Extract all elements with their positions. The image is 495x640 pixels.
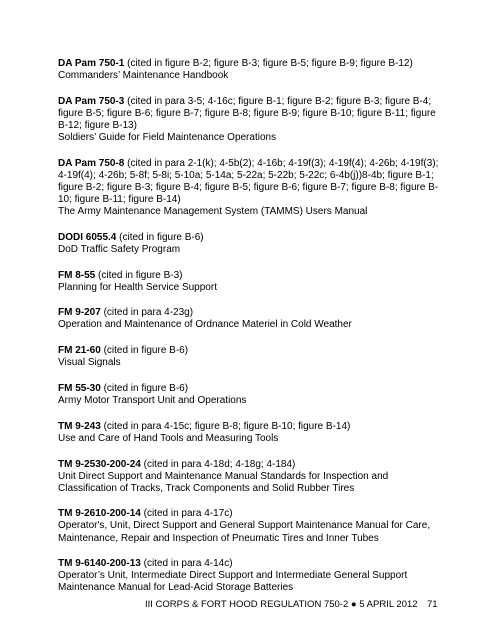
reference-entry	[58, 508, 444, 544]
reference-code: DA Pam 750-3	[58, 95, 125, 107]
reference-entry	[58, 307, 444, 331]
reference-title: Use and Care of Hand Tools and Measuring Tools	[58, 432, 279, 444]
reference-citations: (cited in figure B-3)	[98, 269, 183, 281]
reference-code: FM 21-60	[58, 345, 101, 357]
reference-code: TM 9-2530-200-24	[58, 458, 141, 470]
reference-title: DoD Traffic Safety Program	[58, 243, 181, 255]
reference-title: Visual Signals	[58, 357, 121, 369]
reference-title: Operation and Maintenance of Ordnance Materiel in Cold Weather	[58, 319, 352, 331]
reference-entry	[58, 58, 444, 82]
reference-code: DODI 6055.4	[58, 231, 117, 243]
reference-title: Soldiers’ Guide for Field Maintenance Operations	[58, 132, 277, 144]
reference-code: FM 55-30	[58, 382, 101, 394]
reference-entry	[58, 421, 444, 445]
reference-code: DA Pam 750-8	[58, 157, 125, 169]
reference-entry	[58, 383, 444, 407]
reference-code: DA Pam 750-1	[58, 58, 125, 69]
reference-title: Commanders’ Maintenance Handbook	[58, 70, 229, 82]
reference-entry	[58, 96, 444, 144]
reference-entry	[58, 232, 444, 256]
reference-citations: (cited in para 3-5; 4-16c; figure B-1; figure B-2; figure B-3; figure B-4; figure B-5; figure B-6; figure B-7; figure B-8; figure B-9; figure B-10; figure B-11; figure B-12; figure B-13)	[58, 95, 436, 131]
reference-entry	[58, 270, 444, 294]
reference-citations: (cited in figure B-6)	[103, 382, 189, 394]
reference-code: FM 9-207	[58, 307, 101, 319]
reference-citations: (cited in para 4-23g)	[103, 307, 194, 319]
reference-citations: (cited in para 4-14c)	[143, 558, 233, 570]
reference-title: The Army Maintenance Management System (TAMMS) Users Manual	[58, 206, 368, 218]
reference-code: TM 9-6140-200-13	[58, 558, 141, 570]
reference-title: Operator's, Unit, Direct Support and General Support Maintenance Manual for Care, Maintenance, Repair and Inspection of Pneumatic Tires and Inner Tubes	[58, 520, 431, 544]
reference-citations: (cited in para 2-1(k); 4-5b(2); 4-16b; 4-19f(3); 4-19f(4); 4-26b; 4-19f(3); 4-19f(4); 4-26b; 5-8f; 5-8i; 5-10a; 5-14a; 5-22a; 5-22b; 5-22c; 6-4b(j))8-4b; figure B-1; figure B-2; figure B-3; figure B-4; figure B-5; figure B-6; figure B-7; figure B-8; figure B-10; figure B-11; figure B-14)	[58, 157, 439, 206]
reference-title: Army Motor Transport Unit and Operations	[58, 395, 247, 407]
reference-title: Operator’s Unit, Intermediate Direct Support and Intermediate General Support Maintenance Manual for Lead-Acid Storage Batteries	[58, 570, 408, 594]
reference-citations: (cited in para 4-18d; 4-18g; 4-184)	[143, 458, 296, 470]
reference-entry	[58, 158, 444, 218]
reference-entry	[58, 558, 444, 594]
reference-citations: (cited in para 4-17c)	[143, 508, 233, 520]
reference-citations: (cited in figure B-6)	[119, 231, 204, 243]
page-number: 71	[427, 599, 438, 610]
reference-citations: (cited in figure B-2; figure B-3; figure B-5; figure B-9; figure B-12)	[127, 58, 413, 69]
reference-citations: (cited in figure B-6)	[103, 345, 189, 357]
reference-code: TM 9-243	[58, 420, 101, 432]
reference-entry	[58, 345, 444, 369]
reference-code: TM 9-2610-200-14	[58, 508, 141, 520]
footer-regulation-text: III CORPS & FORT HOOD REGULATION 750-2 ● 5 APRIL 2012	[145, 599, 418, 610]
reference-title: Planning for Health Service Support	[58, 281, 217, 293]
reference-entry	[58, 459, 444, 495]
reference-list	[58, 58, 444, 608]
reference-title: Unit Direct Support and Maintenance Manual Standards for Inspection and Classification of Tracks, Track Components and Solid Rubber Tires	[58, 470, 389, 494]
reference-citations: (cited in para 4-15c; figure B-8; figure B-10; figure B-14)	[103, 420, 351, 432]
reference-code: FM 8-55	[58, 269, 96, 281]
